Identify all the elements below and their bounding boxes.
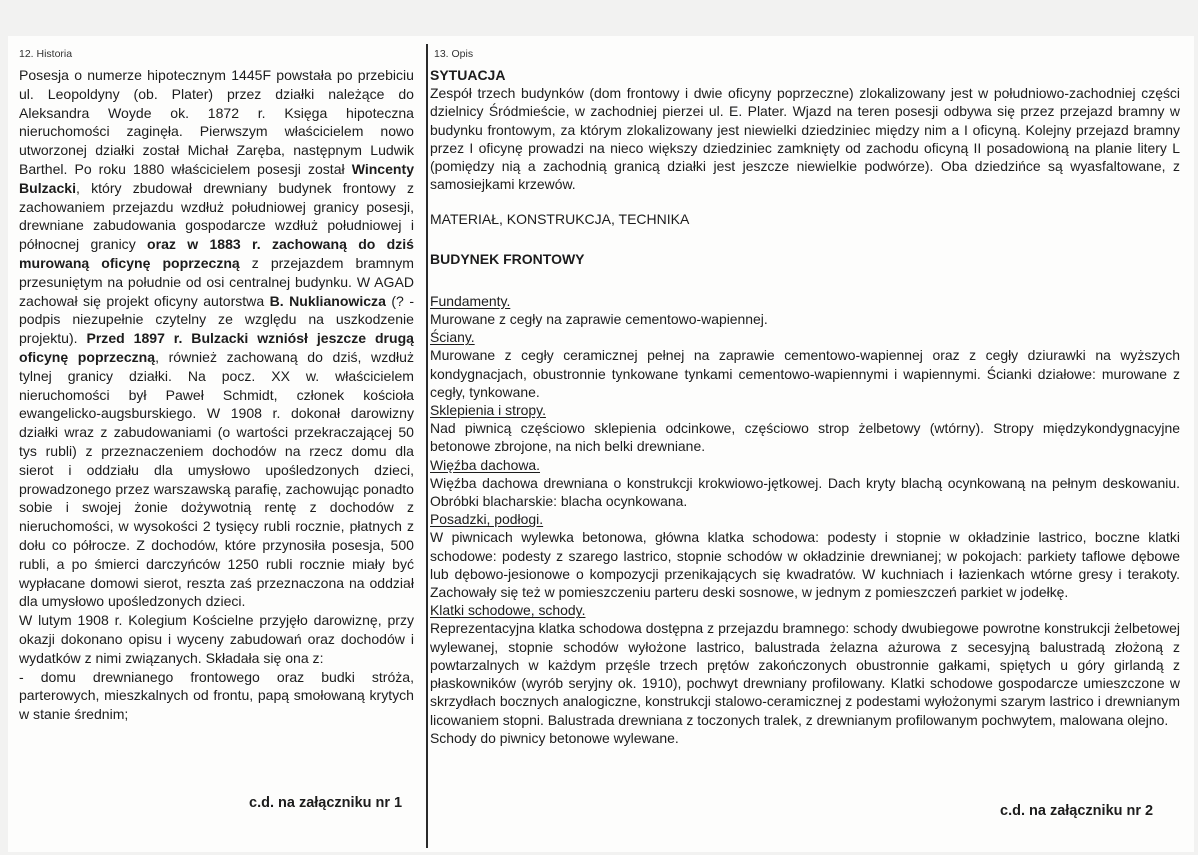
sklepienia-text: Nad piwnicą częściowo sklepienia odcinkowe, częściowo strop żelbetowy (wtórny). Stropy międzykondygnacyjne betonowe zbrojone, na nich belki drewniane. (430, 420, 1180, 455)
history-column (16, 44, 414, 724)
sciany-label: Ściany. (430, 329, 475, 346)
footer-continued-1: c.d. na załączniku nr 1 (249, 795, 403, 811)
fundamenty-label: Fundamenty. (430, 292, 511, 309)
history-paragraph-2: W lutym 1908 r. Kolegium Kościelne przyjęło darowiznę, przy okazji dokonano opisu i wyceny zabudowań oraz dochodów i wydatków z nimi związanych. Składała się ona z: (19, 612, 414, 666)
budynek-heading: BUDYNEK FRONTOWY (430, 250, 585, 267)
wiezba-label: Więźba dachowa. (430, 456, 541, 473)
history-paragraph-1: Posesja o numerze hipotecznym 1445F powstała po przebiciu ul. Leopoldyny (ob. Plater) przez działki należące do Aleksandra Woyde ok. 1872 r. Księga hipoteczna nieruchomości zaginęła. Pierwszym właścicielem nowo utworzonej działki został Michał Zaręba, następnym Ludwik Barthel. Po roku 1880 właścicielem posesji został Wincenty Bulzacki, który zbudował drewniany budynek frontowy z zachowaniem przejazdu wzdłuż południowej granicy posesji, drewniane zabudowania gospodarcze wzdłuż południowej i północnej granicy oraz w 1883 r. zachowaną do dziś murowaną oficynę poprzeczną z przejazdem bramnym przesuniętym na południe od osi centralnej budynku. W AGAD zachował się projekt oficyny autorstwa B. Nuklianowicza (? - podpis niezupełnie czytelny ze względu na uszkodzenie projektu). Przed 1897 r. Bulzacki wzniósł jeszcze drugą oficynę poprzeczną, również zachowaną do dziś, wzdłuż tylnej granicy działki. Na pocz. XX w. właścicielem nieruchomości był Paweł Schmidt, członek kościoła ewangelicko-augsburskiego. W 1908 r. dokonał darowizny działki wraz z zabudowaniami (o wartości przekraczającej 50 tys rubli) z przeznaczeniem dochodów na rzecz domu dla sierot i oddziału dla umysłowo upośledzonych dzieci, prowadzonego przez warszawską parafię, zachowując ponadto sobie i swojej żonie dożywotnią rentę z dochodów z nieruchomości, w wysokości 2 tysięcy rubli rocznie, płatnych z dołu co półrocze. Z dochodów, które przynosiła posesja, 500 rubli, a po śmierci darczyńców 1250 rubli rocznie miały być wypłacane domowi sierot, reszta zaś przeznaczona na oddział dla umysłowo upośledzonych dzieci. (19, 67, 414, 610)
fundamenty-text: Murowane z cegły na zaprawie cementowo-wapiennej. (430, 311, 768, 328)
piwnica-text: Schody do piwnicy betonowe wylewane. (430, 729, 679, 746)
sklepienia-label: Sklepienia i stropy. (430, 402, 546, 419)
history-bold-1897: Przed 1897 r. Bulzacki wzniósł jeszcze drugą oficynę poprzeczną (19, 330, 414, 365)
klatki-text: Reprezentacyjna klatka schodowa dostępna z przejazdu bramnego: schody dwubiegowe powrotne konstrukcji żelbetowej wylewanej, stopnie schodów wyłożone lastrico, balustrada żelazna ażurowa z secesyjną balustradą złożoną z powtarzalnych w każdym przęśle trzech prętów zakończonych obustronnie gałkami, spiętych u góry girlandą z płaskowników (wyrób seryjny ok. 1910), pochwyt drewniany profilowany. Klatki schodowe gospodarcze umieszczone w skrzydłach bocznych analogiczne, konstrukcji stalowo-ceramicznej z podestami wyłożonymi szarym lastrico i drewnianym licowaniem stopni. Balustrada drewniana z toczonych tralek, z drewnianym profilowanym pochwytem, malowana olejno. (430, 620, 1180, 728)
wiezba-text: Więźba dachowa drewniana o konstrukcji krokwiowo-jętkowej. Dach kryty blachą ocynkowaną na pełnym deskowaniu. Obróbki blacharskie: blacha ocynkowana. (430, 474, 1180, 510)
description-column (430, 44, 1180, 747)
description-text (430, 66, 1180, 747)
column-divider (426, 44, 428, 848)
sytuacja-text: Zespół trzech budynków (dom frontowy i dwie oficyny poprzeczne) zlokalizowany jest w południowo-zachodniej części dzielnicy Śródmieście, w zachodniej pierzei ul. E. Plater. Wjazd na teren posesji odbywa się przez przejazd bramny w budynku frontowym, za którym zlokalizowany jest niewielki dziedziniec między nim a I oficyną. Kolejny przejazd bramny przez I oficynę prowadzi na nieco większy dziedziniec zamknięty od zachodu oficyną II posadowioną na planie litery L (pomiędzy nią a zachodnią granicą działki jest jeszcze niewielkie podwórze). Oba dziedzińce są wyasfaltowane, z samosiejkami krzewów. (430, 85, 1180, 193)
history-bold-bulzacki: Wincenty Bulzacki (19, 160, 414, 196)
posadzki-text: W piwnicach wylewka betonowa, główna klatka schodowa: podesty i stopnie w okładzinie lastrico, boczne klatki schodowe: podesty z szarego lastrico, stopnie schodów w okładzinie drewnianej; w pokojach: parkiety taflowe dębowe lub dębowo-jesionowe o kompozycji przenikających się kwadratów. W kuchniach i łazienkach wtórne gresy i terakoty. Zachowały się też w pomieszczeniu parteru deski sosnowe, w jednym z pomieszczeń parkiet w jodełkę. (430, 529, 1180, 601)
history-text (16, 66, 414, 724)
history-bold-1883: oraz w 1883 r. zachowaną do dziś murowaną oficynę poprzeczną (19, 236, 414, 271)
history-bold-author: B. Nuklianowicza (269, 292, 386, 309)
footer-continued-2: c.d. na załączniku nr 2 (1000, 803, 1154, 819)
sciany-text: Murowane z cegły ceramicznej pełnej na zaprawie cementowo-wapiennej oraz z cegły dziurawki na wyższych kondygnacjach, obustronnie tynkowane tynkami cementowo-wapiennymi i wapiennymi. Ścianki działowe: murowane z cegły, tynkowane. (430, 347, 1180, 400)
klatki-label: Klatki schodowe, schody. (430, 602, 586, 619)
history-heading: 12. Historia (19, 48, 73, 60)
posadzki-label: Posadzki, podłogi. (430, 511, 544, 528)
history-paragraph-3: - domu drewnianego frontowego oraz budki stróża, parterowych, mieszkalnych od frontu, papą smołowaną krytych w stanie średnim; (19, 668, 414, 723)
material-heading: MATERIAŁ, KONSTRUKCJA, TECHNIKA (430, 211, 690, 228)
sytuacja-heading: SYTUACJA (430, 67, 506, 83)
description-heading: 13. Opis (434, 48, 474, 60)
